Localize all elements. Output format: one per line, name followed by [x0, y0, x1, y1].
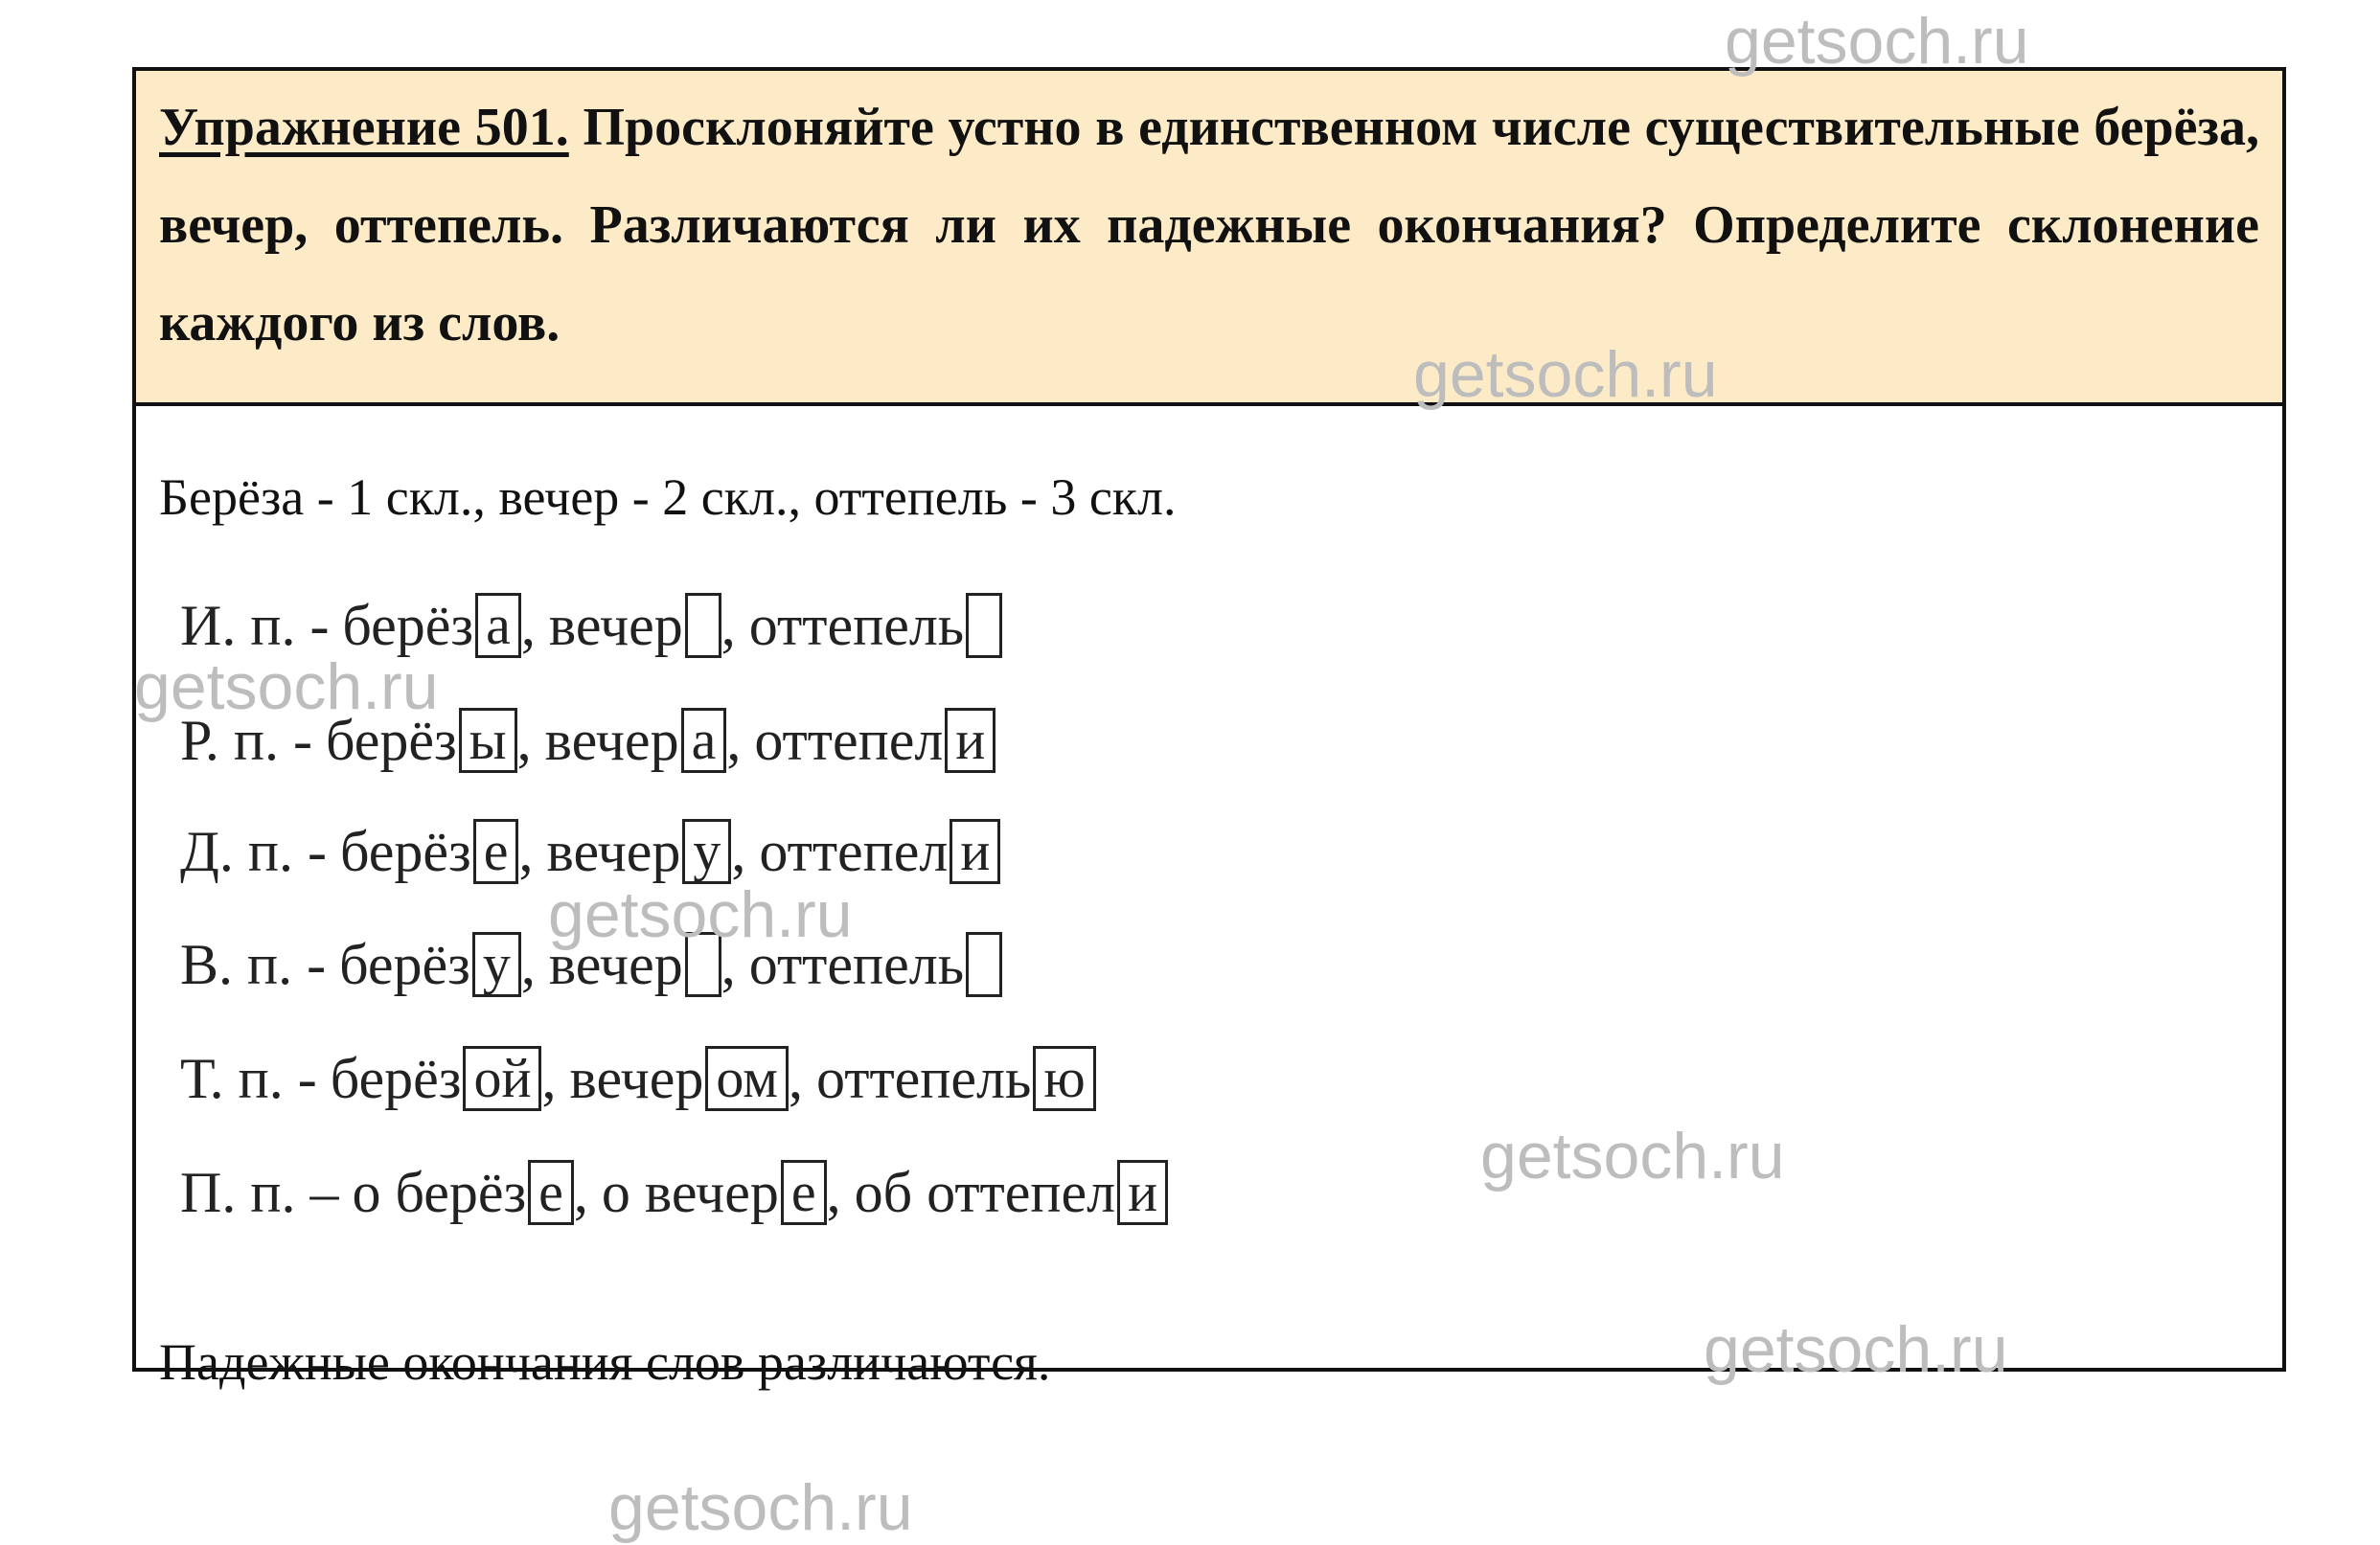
case-row — [180, 697, 995, 784]
zero-ending-box — [966, 593, 1002, 658]
ending-box: и — [945, 708, 995, 773]
word-stem: вечер — [569, 1046, 704, 1110]
case-row — [180, 808, 1000, 895]
declined-word — [816, 1046, 1096, 1112]
comma-separator: , — [520, 932, 536, 996]
declined-word — [331, 1046, 542, 1112]
case-label: Р. п. - — [180, 708, 312, 772]
case-label: Т. п. - — [180, 1046, 317, 1110]
ending-box: ом — [705, 1046, 789, 1111]
declined-word — [602, 1160, 827, 1226]
word-stem: берёз — [342, 593, 474, 657]
case-row — [180, 582, 1002, 669]
word-stem: берёз — [325, 708, 457, 772]
declined-word — [749, 932, 1002, 998]
word-stem: берёз — [339, 932, 470, 996]
word-stem: об оттепел — [854, 1160, 1116, 1224]
case-label: Д. п. - — [180, 819, 328, 883]
ending-box: ю — [1033, 1046, 1095, 1111]
exercise-title: Упражнение 501. — [159, 98, 569, 157]
comma-separator: , — [826, 1160, 841, 1224]
declined-word — [342, 593, 520, 659]
comma-separator: , — [789, 1046, 804, 1110]
declined-word — [340, 819, 518, 885]
ending-box: ой — [463, 1046, 541, 1111]
comma-separator: , — [541, 1046, 557, 1110]
word-stem: вечер — [548, 932, 683, 996]
comma-separator: , — [516, 708, 532, 772]
ending-box: и — [1117, 1160, 1168, 1225]
word-stem: оттепел — [759, 819, 949, 883]
watermark-text: getsoch.ru — [1413, 338, 1718, 411]
word-stem: вечер — [546, 819, 681, 883]
zero-ending-box — [966, 932, 1002, 997]
word-stem: берёз — [340, 819, 471, 883]
declension-summary: Берёза - 1 скл., вечер - 2 скл., оттепель - 3 скл. — [159, 468, 1177, 526]
declined-word — [749, 593, 1002, 659]
declined-word — [352, 1160, 573, 1226]
comma-separator: , — [573, 1160, 588, 1224]
word-stem: вечер — [548, 593, 683, 657]
declined-word — [549, 593, 721, 659]
watermark-text: getsoch.ru — [608, 1471, 913, 1544]
case-label: П. п. – — [180, 1160, 339, 1224]
comma-separator: , — [520, 593, 536, 657]
watermark-text: getsoch.ru — [1704, 1313, 2008, 1386]
case-label: В. п. - — [180, 932, 327, 996]
comma-separator: , — [721, 593, 736, 657]
ending-box: е — [781, 1160, 827, 1225]
answer-conclusion: Падежные окончания слов различаются. — [159, 1333, 1051, 1391]
declined-word — [754, 708, 995, 774]
declined-word — [326, 708, 517, 774]
comma-separator: , — [731, 819, 746, 883]
declined-word — [759, 819, 1000, 885]
case-row — [180, 1035, 1096, 1122]
declined-word — [545, 708, 727, 774]
declined-word — [546, 819, 731, 885]
declined-word — [339, 932, 521, 998]
case-row — [180, 921, 1002, 1008]
ending-box: у — [682, 819, 731, 884]
zero-ending-box — [685, 593, 721, 658]
ending-box: ы — [459, 708, 517, 773]
declined-word — [855, 1160, 1169, 1226]
exercise-card — [132, 67, 2286, 1391]
ending-box: у — [472, 932, 521, 997]
word-stem: берёз — [330, 1046, 462, 1110]
watermark-text: getsoch.ru — [548, 878, 853, 951]
word-stem: вечер — [544, 708, 679, 772]
word-stem: о берёз — [352, 1160, 527, 1224]
watermark-text: getsoch.ru — [1480, 1120, 1785, 1193]
ending-box: е — [528, 1160, 574, 1225]
word-stem: оттепель — [748, 932, 965, 996]
declined-word — [569, 1046, 789, 1112]
word-stem: оттепель — [748, 593, 965, 657]
word-stem: оттепел — [754, 708, 944, 772]
zero-ending-box — [685, 932, 721, 997]
ending-box: а — [681, 708, 727, 773]
ending-box: и — [950, 819, 1000, 884]
task-header — [136, 71, 2282, 406]
word-stem: о вечер — [601, 1160, 779, 1224]
comma-separator: , — [721, 932, 736, 996]
task-text-block — [159, 79, 2259, 372]
ending-box: е — [473, 819, 519, 884]
case-row — [180, 1149, 1168, 1236]
watermark-text: getsoch.ru — [134, 650, 439, 723]
word-stem: оттепель — [816, 1046, 1032, 1110]
watermark-text: getsoch.ru — [1725, 5, 2029, 78]
comma-separator: , — [518, 819, 534, 883]
case-label: И. п. - — [180, 593, 330, 657]
comma-separator: , — [726, 708, 742, 772]
declined-word — [549, 932, 721, 998]
task-instructions: Просклоняйте устно в единственном числе существительные берёза, вечер, оттепель. Различаются ли их падежные окончания? Определите склонение каждого из слов. — [159, 98, 2260, 352]
ending-box: а — [475, 593, 521, 658]
